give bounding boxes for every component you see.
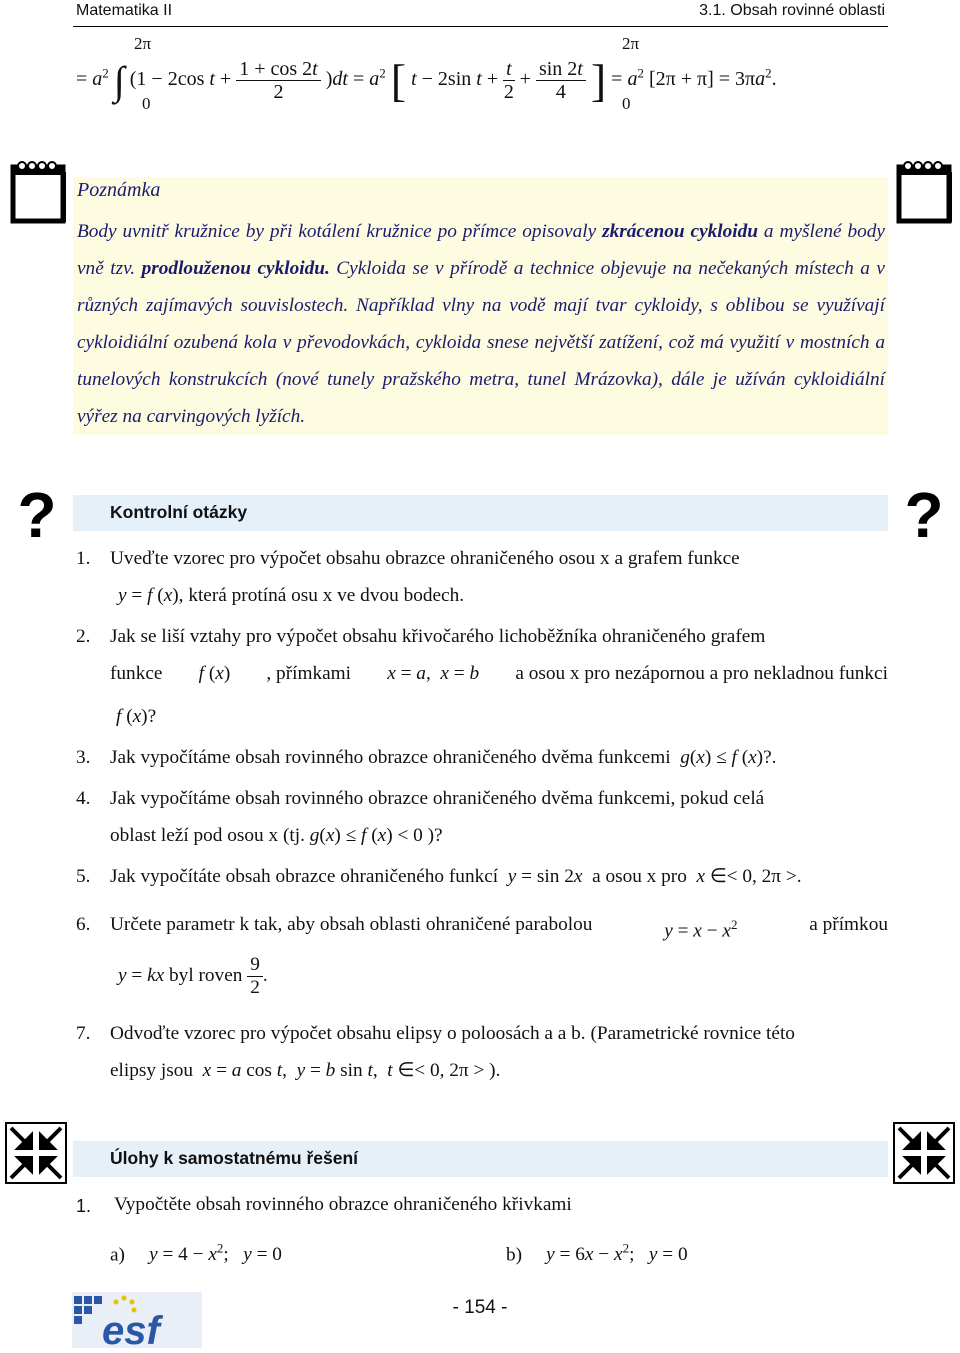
course-title: Matematika II xyxy=(76,2,173,19)
task-text: Vypočtěte obsah rovinného obrazce ohraničeného křivkami xyxy=(114,1194,572,1215)
chapter-title: 3.1. Obsah rovinné oblasti xyxy=(699,2,885,19)
question-mark-icon xyxy=(893,483,955,543)
section-bar-tasks xyxy=(73,1141,888,1177)
task-number: 1. xyxy=(76,1196,92,1216)
note-emphasis: zkrácenou cykloidu xyxy=(602,221,758,242)
arrows-icon xyxy=(5,1122,67,1184)
svg-text:?: ? xyxy=(17,483,57,543)
question-number: 1. xyxy=(76,548,91,569)
question-item: 1. Uveďte vzorec pro výpočet obsahu obrazce ohraničeného osou x a grafem funkce y = f (x), která protíná osu x ve dvou bodech. xyxy=(76,540,888,620)
notepad-icon xyxy=(896,158,954,224)
integral-formula: 2π 0 = $a^2$ ∫ (1 − 2cos t + $\frac{1 + \cos 2t}{2}$ )$dt = a^2$ [ t − 2sin t + $\frac{t}{2}$ + $\frac{\sin 2t}{4}$ ] = $a^2$ $[2\pi + \pi] = 3\pi a^2$. 2π 0 xyxy=(76,34,777,113)
section-title: Úlohy k samostatnému řešení xyxy=(110,1148,358,1168)
section-bar-questions xyxy=(73,495,888,531)
question-number: 3. xyxy=(76,747,91,768)
question-item: 3. Jak vypočítáme obsah rovinného obrazce ohraničeného dvěma funkcemi g(x) ≤ f (x)?. xyxy=(76,739,888,779)
question-text: a přímkou xyxy=(809,914,888,935)
question-item: 2. Jak se liší vztahy pro výpočet obsahu křivočarého lichoběžníka ohraničeného grafem funkce f (x) , přímkami x = a, x = b a osou x pro nezápornou a pro nekladnou funkci f (x)? xyxy=(76,618,888,738)
question-text: Jak vypočítáme obsah rovinného obrazce ohraničeného dvěma funkcemi xyxy=(110,747,671,768)
question-text: Jak vypočítáte obsah obrazce ohraničeného funkcí xyxy=(110,866,499,887)
task-item: 1. Vypočtěte obsah rovinného obrazce ohraničeného křivkami a) $y = 4 - x^2$; y = 0 b) $y = 6x - x^2$; y = 0 xyxy=(76,1186,888,1276)
question-text: oblast leží pod osou x (tj. xyxy=(110,825,305,846)
arrows-icon xyxy=(893,1122,955,1184)
question-text: Uveďte vzorec pro výpočet obsahu obrazce ohraničeného osou x a grafem funkce xyxy=(110,548,740,569)
question-number: 5. xyxy=(76,866,91,887)
page-header xyxy=(73,0,888,27)
question-text: , přímkami xyxy=(266,663,352,684)
question-text: Jak se liší vztahy pro výpočet obsahu křivočarého lichoběžníka ohraničeného grafem xyxy=(110,626,766,647)
page-number: - 154 - xyxy=(452,1297,508,1318)
question-item: 6. Určete parametr k tak, aby obsah oblasti ohraničené parabolou $y = x - x^2$ a přímkou y = kx byl roven $\frac{9}{2}$ . xyxy=(76,906,888,1016)
question-number: 2. xyxy=(76,626,91,647)
question-text: funkce xyxy=(110,663,163,684)
task-part-label: b) xyxy=(506,1244,523,1266)
question-item: 4. Jak vypočítáme obsah rovinného obrazce ohraničeného dvěma funkcemi, pokud celá oblast leží pod osou x (tj. g(x) ≤ f (x) < 0 )? xyxy=(76,780,888,860)
note-body xyxy=(77,213,885,435)
task-part-label: a) xyxy=(110,1244,125,1266)
question-text: byl roven xyxy=(169,964,243,986)
notepad-icon xyxy=(10,158,68,224)
note-title: Poznámka xyxy=(77,179,161,201)
logo-text: esf xyxy=(102,1309,160,1348)
note-box xyxy=(73,177,888,435)
question-item: 5. Jak vypočítáte obsah obrazce ohraničeného funkcí y = sin 2x a osou x pro x ∈< 0, 2π >. xyxy=(76,858,888,898)
question-number: 7. xyxy=(76,1023,91,1044)
question-text: , která protíná osu x ve dvou bodech. xyxy=(178,585,465,606)
question-text: Určete parametr k tak, aby obsah oblasti ohraničené parabolou xyxy=(110,914,593,935)
note-text: Body uvnitř kružnice by při kotálení kružnice po přímce opisovaly xyxy=(77,221,603,242)
svg-text:?: ? xyxy=(904,483,944,543)
question-text: elipsy jsou xyxy=(110,1060,194,1081)
note-emphasis: prodlouženou cykloidu. xyxy=(141,258,330,279)
question-text: a osou x pro nezápornou a pro nekladnou funkci xyxy=(515,663,888,684)
question-mark-icon xyxy=(6,483,68,543)
question-item: 7. Odvoďte vzorec pro výpočet obsahu elipsy o poloosách a a b. (Parametrické rovnice této elipsy jsou x = a cos t, y = b sin t, t ∈< 0, 2π > ). xyxy=(76,1015,888,1095)
note-text: Cykloida se v přírodě a technice objevuje na nečekaných místech a v různých zajímavých souvislostech. Například vlny na vodě mají tvar cykloidy, s oblibou se využívají cykloidiální ozubená kola v převodovkách, cykloida snese největší zatížení, což má využití v mostních a tunelových konstrukcích (nové tunely pražského metra, tunel Mrázovka), dále je užíván cykloidiální výřez na carvingových lyžích. xyxy=(77,258,885,427)
question-number: 4. xyxy=(76,788,91,809)
section-title: Kontrolní otázky xyxy=(110,502,248,522)
question-text: Odvoďte vzorec pro výpočet obsahu elipsy o poloosách a a b. (Parametrické rovnice této xyxy=(110,1023,795,1044)
question-text: Jak vypočítáme obsah rovinného obrazce ohraničeného dvěma funkcemi, pokud celá xyxy=(110,788,765,809)
question-number: 6. xyxy=(76,914,91,935)
note-text: a myšlené body vně tzv. xyxy=(77,221,885,279)
question-text: a osou x pro xyxy=(592,866,687,887)
